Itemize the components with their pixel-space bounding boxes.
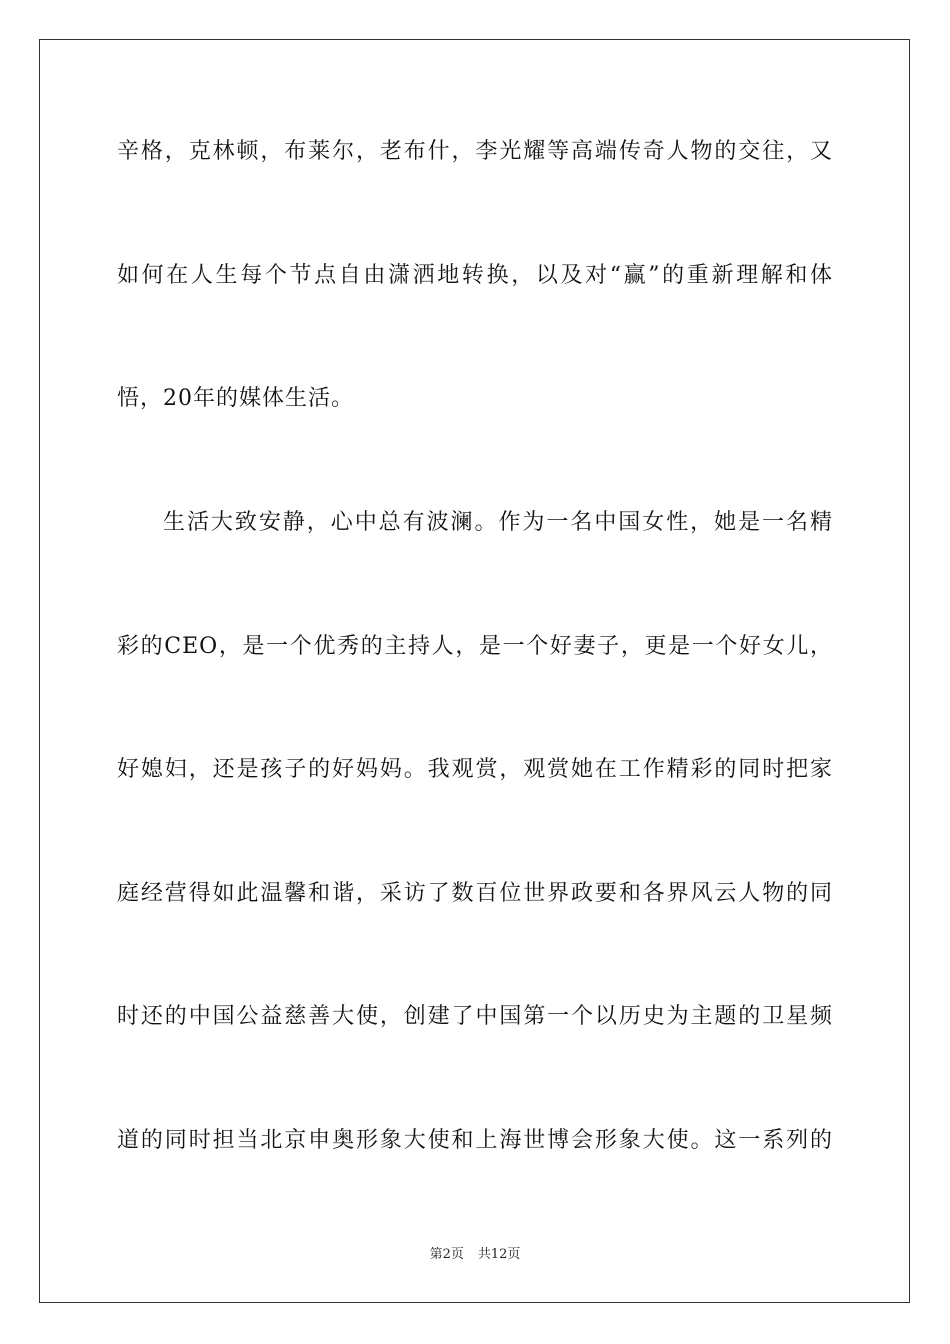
text-line-9: 道的同时担当北京申奥形象大使和上海世博会形象大使。这一系列的 [117,1128,833,1153]
text-line-3: 悟，20年的媒体生活。 [117,386,354,411]
text-line-2: 如何在人生每个节点自由潇洒地转换，以及对“赢”的重新理解和体 [117,263,833,288]
page-border [39,39,910,1303]
paragraph-start-line: 生活大致安静，心中总有波澜。作为一名中国女性，她是一名精 [163,510,833,535]
text-line-1: 辛格，克林顿，布莱尔，老布什，李光耀等高端传奇人物的交往，又 [117,139,833,164]
text-line-6: 好媳妇，还是孩子的好妈妈。我观赏，观赏她在工作精彩的同时把家 [117,757,833,782]
page-footer [0,1246,950,1264]
page-total: 共12页 [477,1247,521,1262]
text-line-5: 彩的CEO，是一个优秀的主持人，是一个好妻子，更是一个好女儿， [117,634,833,659]
text-line-8: 时还的中国公益慈善大使，创建了中国第一个以历史为主题的卫星频 [117,1004,833,1029]
page-number: 第2页 [429,1247,464,1262]
text-line-7: 庭经营得如此温馨和谐，采访了数百位世界政要和各界风云人物的同 [117,881,833,906]
